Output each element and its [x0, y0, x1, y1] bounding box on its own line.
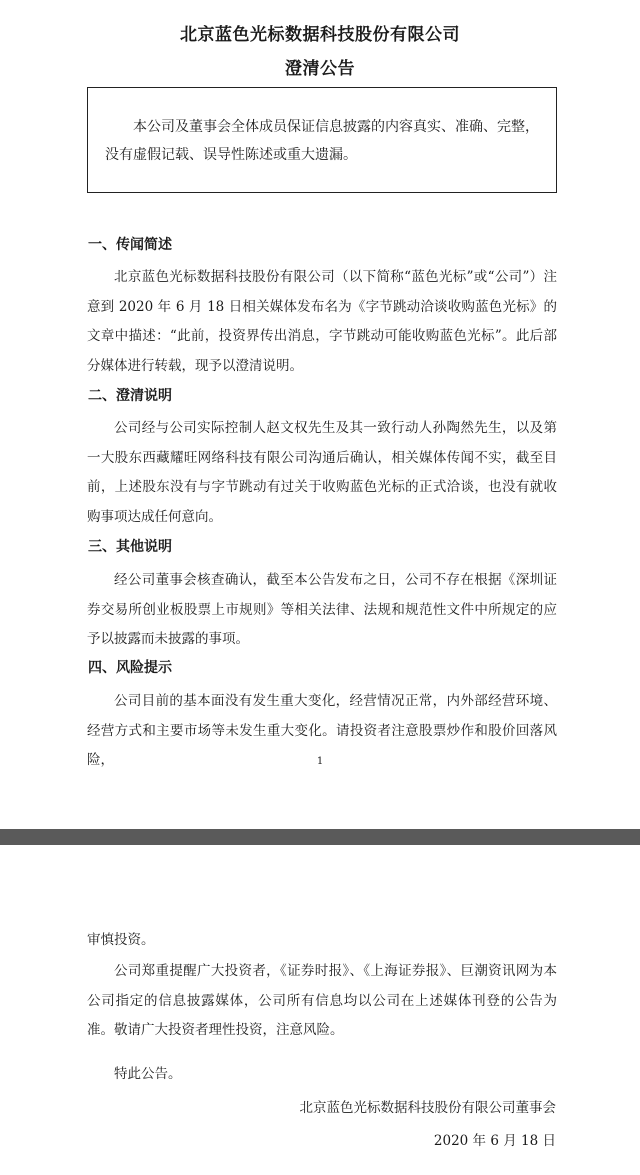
notice-box-text: 本公司及董事会全体成员保证信息披露的内容真实、准确、完整，没有虚假记载、误导性陈述或重大遗漏。	[105, 119, 539, 163]
section-paragraph-risk: 公司目前的基本面没有发生重大变化，经营情况正常，内外部经营环境、经营方式和主要市场等未发生重大变化。请投资者注意股票炒作和股价回落风险，	[87, 693, 557, 768]
company-title: 北京蓝色光标数据科技股份有限公司	[180, 25, 460, 45]
investor-reminder-paragraph: 公司郑重提醒广大投资者，《证券时报》、《上海证券报》、巨潮资讯网为本公司指定的信息披露媒体，公司所有信息均以公司在上述媒体刊登的公告为准。敬请广大投资者理性投资，注意风险。	[87, 963, 557, 1038]
section-heading-rumor: 一、传闻简述	[88, 237, 172, 253]
section-heading-other: 三、其他说明	[88, 539, 172, 555]
signature-board: 北京蓝色光标数据科技股份有限公司董事会	[299, 1100, 556, 1116]
continuation-text: 审慎投资。	[87, 932, 155, 948]
document-title: 澄清公告	[285, 59, 355, 79]
section-paragraph-other: 经公司董事会核查确认，截至本公告发布之日，公司不存在根据《深圳证券交易所创业板股票上市规则》等相关法律、法规和规范性文件中所规定的应予以披露而未披露的事项。	[87, 572, 557, 647]
page-number: 1	[316, 756, 324, 767]
section-paragraph-rumor: 北京蓝色光标数据科技股份有限公司（以下简称“蓝色光标”或“公司”）注意到 2020 年 6 月 18 日相关媒体发布名为《字节跳动洽谈收购蓝色光标》的文章中描述：“此前，投资界传出消息，字节跳动可能收购蓝色光标”。此后部分媒体进行转载，现予以澄清说明。	[87, 269, 557, 374]
section-paragraph-clarification: 公司经与公司实际控制人赵文权先生及其一致行动人孙陶然先生，以及第一大股东西藏耀旺网络科技有限公司沟通后确认，相关媒体传闻不实，截至目前，上述股东没有与字节跳动有过关于收购蓝色光标的正式洽谈，也没有就收购事项达成任何意向。	[87, 420, 557, 525]
section-heading-clarification: 二、澄清说明	[88, 388, 172, 404]
announcement-date: 2020 年 6 月 18 日	[433, 1133, 556, 1149]
page-separator	[0, 829, 640, 845]
closing-statement: 特此公告。	[114, 1066, 182, 1082]
section-heading-risk: 四、风险提示	[88, 660, 172, 676]
